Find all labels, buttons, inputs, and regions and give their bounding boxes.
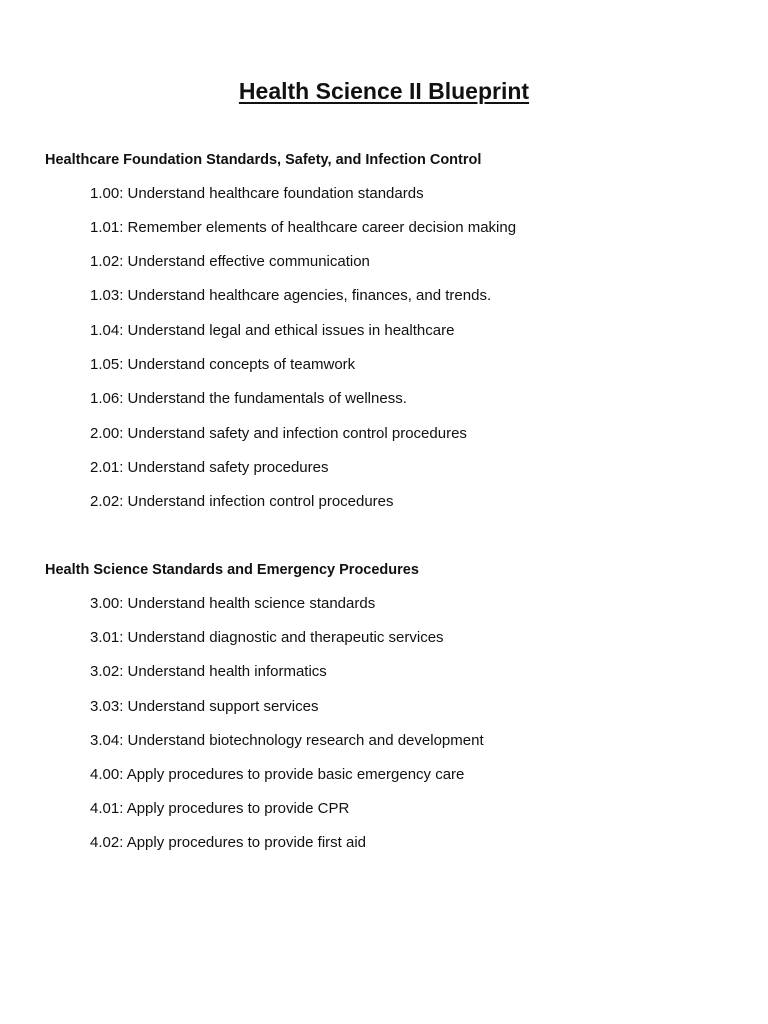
- objective-1-05: [90, 355, 355, 375]
- objective-number: 1.04: [90, 322, 120, 339]
- objective-text: : Understand safety and infection control procedures: [119, 425, 467, 442]
- objective-2-02: [90, 492, 394, 512]
- objective-text: : Apply procedures to provide first aid: [119, 834, 366, 851]
- objective-4-00: [90, 765, 464, 785]
- objective-3-04: [90, 731, 484, 751]
- objective-text: : Remember elements of healthcare career decision making: [119, 219, 517, 236]
- objective-number: 3.02: [90, 663, 120, 680]
- objective-number: 4.01: [90, 800, 120, 817]
- objective-number: 2.02: [90, 493, 120, 510]
- objective-number: 1.00: [90, 185, 120, 202]
- objective-number: 3.04: [90, 732, 120, 749]
- objective-2-00: [90, 424, 467, 444]
- objective-1-06: [90, 389, 407, 409]
- objective-number: 3.03: [90, 698, 120, 715]
- objective-3-01: [90, 628, 444, 648]
- objective-text: : Apply procedures to provide CPR: [119, 800, 350, 817]
- objective-text: : Understand biotechnology research and development: [119, 732, 484, 749]
- objective-1-00: [90, 184, 424, 204]
- objective-text: : Understand infection control procedures: [119, 493, 394, 510]
- objective-3-02: [90, 662, 327, 682]
- objective-2-01: [90, 458, 329, 478]
- objective-text: : Understand safety procedures: [119, 459, 329, 476]
- objective-text: : Understand support services: [119, 698, 319, 715]
- objective-4-01: [90, 799, 349, 819]
- objective-text: : Apply procedures to provide basic emergency care: [119, 766, 465, 783]
- objective-text: : Understand concepts of teamwork: [119, 356, 356, 373]
- objective-4-02: [90, 833, 366, 853]
- objective-number: 4.00: [90, 766, 120, 783]
- document-title: [0, 76, 768, 106]
- objective-text: : Understand diagnostic and therapeutic services: [119, 629, 444, 646]
- document-title-text: Health Science II Blueprint: [238, 78, 530, 104]
- objective-number: 1.06: [90, 390, 120, 407]
- objective-text: : Understand effective communication: [119, 253, 370, 270]
- objective-number: 1.03: [90, 287, 120, 304]
- objective-number: 3.00: [90, 595, 120, 612]
- objective-number: 1.01: [90, 219, 120, 236]
- objective-1-01: [90, 218, 516, 238]
- objective-number: 2.00: [90, 425, 120, 442]
- objective-number: 2.01: [90, 459, 120, 476]
- objective-3-00: [90, 594, 375, 614]
- objective-3-03: [90, 697, 318, 717]
- objective-text: : Understand legal and ethical issues in healthcare: [119, 322, 455, 339]
- objective-1-02: [90, 252, 370, 272]
- objective-number: 4.02: [90, 834, 120, 851]
- section-heading-foundation: Healthcare Foundation Standards, Safety, and Infection Control: [45, 152, 482, 168]
- objective-text: : Understand the fundamentals of wellness.: [119, 390, 407, 407]
- objective-1-03: [90, 286, 491, 306]
- objective-number: 3.01: [90, 629, 120, 646]
- objective-number: 1.05: [90, 356, 120, 373]
- section-heading-emergency: Health Science Standards and Emergency Procedures: [45, 562, 419, 578]
- objective-1-04: [90, 321, 454, 341]
- objective-text: : Understand healthcare agencies, finances, and trends.: [119, 287, 492, 304]
- objective-number: 1.02: [90, 253, 120, 270]
- objective-text: : Understand health informatics: [119, 663, 327, 680]
- objective-text: : Understand health science standards: [119, 595, 376, 612]
- objective-text: : Understand healthcare foundation standards: [119, 185, 424, 202]
